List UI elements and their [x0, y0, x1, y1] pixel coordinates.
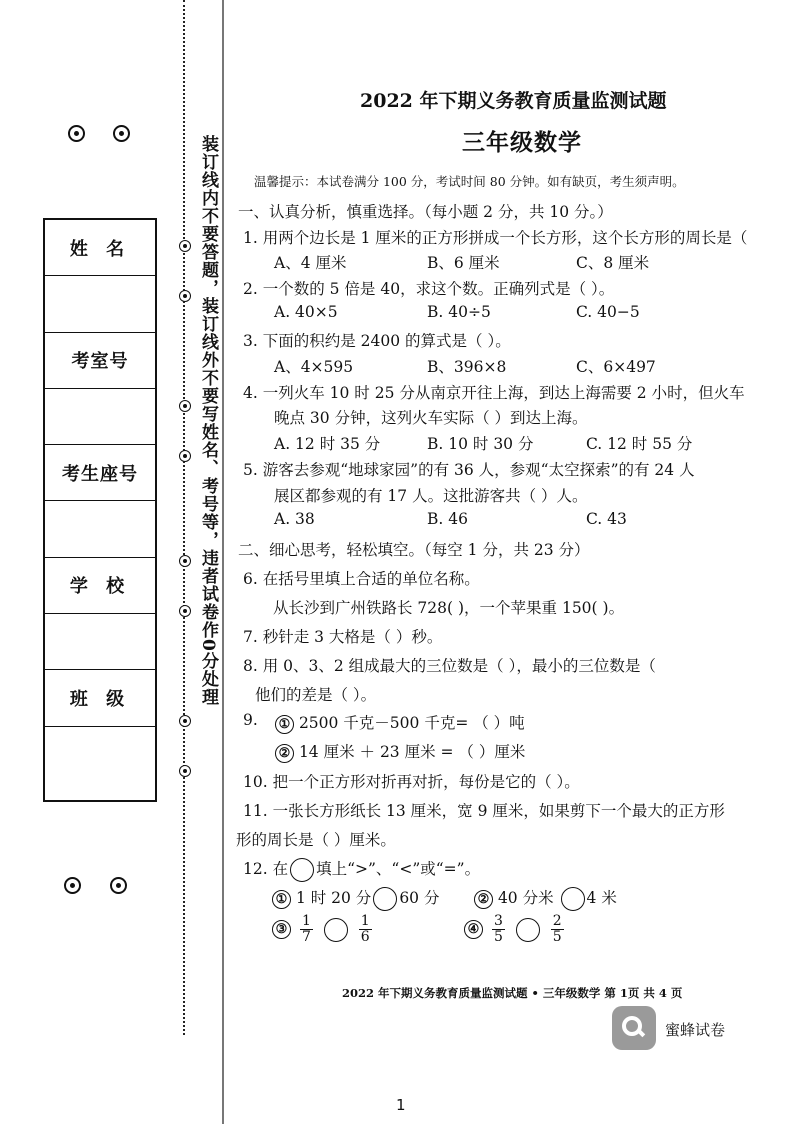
q12-2-right: 4 米	[586, 889, 617, 907]
question-9-item-1	[275, 711, 525, 734]
exam-title: 2022 年下期义务教育质量监测试题	[360, 90, 667, 112]
binding-ring	[179, 555, 191, 567]
q2-option-a: A. 40×5	[274, 303, 338, 321]
punch-hole-icon	[110, 877, 127, 894]
question-2: 2. 一个数的 5 倍是 40，求这个数。正确列式是（ ）。	[243, 280, 615, 298]
question-10: 10. 把一个正方形对折再对折，每份是它的（ ）。	[243, 773, 580, 791]
question-5-line2: 展区都参观的有 17 人。这批游客共（ ）人。	[274, 487, 588, 505]
question-8: 8. 用 0、3、2 组成最大的三位数是（ ），最小的三位数是（	[243, 657, 656, 675]
name-label: 姓 名	[45, 220, 155, 276]
q12-item-4	[464, 914, 568, 945]
punch-hole-icon	[68, 125, 85, 142]
q12-item-1	[272, 886, 439, 911]
fraction-two-fifths: $\frac{2}{5}$	[552, 913, 562, 945]
compare-circle-blank[interactable]	[373, 887, 397, 911]
q2-option-b: B. 40÷5	[427, 303, 491, 321]
binding-ring	[179, 400, 191, 412]
question-8-line2: 他们的差是（ ）。	[255, 686, 377, 704]
circled-number: ①	[272, 890, 291, 909]
question-7: 7. 秒针走 3 大格是（ ）秒。	[243, 628, 443, 646]
class-label: 班 级	[45, 670, 155, 726]
compare-circle-blank[interactable]	[324, 918, 348, 942]
q12-suffix: 填上“>”、“<”或“=”。	[316, 860, 481, 878]
q12-1-right: 60 分	[399, 889, 440, 907]
binding-ring	[179, 765, 191, 777]
q9-2-text: 14 厘米 ＋ 23 厘米 = （ ）厘米	[298, 743, 526, 761]
q1-option-c: C、8 厘米	[576, 254, 650, 272]
binding-ring	[179, 715, 191, 727]
question-1: 1. 用两个边长是 1 厘米的正方形拼成一个长方形，这个长方形的周长是（	[243, 229, 748, 247]
q12-prefix: 12. 在	[243, 860, 289, 878]
binding-ring	[179, 240, 191, 252]
q9-1-text: 2500 千克－500 千克= （ ）吨	[298, 714, 525, 732]
dotted-binding-line	[183, 0, 185, 1035]
circled-number: ①	[275, 715, 294, 734]
q1-option-b: B、6 厘米	[427, 254, 500, 272]
seat-number-label: 考生座号	[45, 445, 155, 501]
binding-ring	[179, 290, 191, 302]
question-11: 11. 一张长方形纸长 13 厘米，宽 9 厘米，如果剪下一个最大的正方形	[243, 802, 725, 820]
compare-circle-blank[interactable]	[516, 918, 540, 942]
punch-hole-icon	[113, 125, 130, 142]
circled-number: ②	[275, 744, 294, 763]
section-2-heading: 二、细心思考，轻松填空。（每空 1 分，共 23 分）	[238, 541, 590, 559]
q4-option-c: C. 12 时 55 分	[586, 435, 693, 453]
section-1-heading: 一、认真分析，慎重选择。（每小题 2 分，共 10 分。）	[238, 203, 613, 221]
binding-ring	[179, 450, 191, 462]
question-9-label: 9.	[243, 711, 258, 729]
q3-option-c: C、6×497	[576, 358, 656, 376]
binding-ring	[179, 605, 191, 617]
question-5: 5. 游客去参观“地球家园”的有 36 人，参观“太空探索”的有 24 人	[243, 461, 695, 479]
q4-option-b: B. 10 时 30 分	[427, 435, 534, 453]
fraction-three-fifths: $\frac{3}{5}$	[493, 913, 503, 945]
punch-hole-icon	[64, 877, 81, 894]
page-footer: 2022 年下期义务教育质量监测试题 • 三年级数学 第 1页 共 4 页	[342, 986, 683, 1000]
q5-option-a: A. 38	[274, 510, 315, 528]
student-info-table	[43, 218, 157, 802]
page-number: 1	[396, 1096, 406, 1114]
q5-option-b: B. 46	[427, 510, 468, 528]
q4-option-a: A. 12 时 35 分	[274, 435, 381, 453]
question-6: 6. 在括号里填上合适的单位名称。	[243, 570, 480, 588]
circled-number: ②	[474, 890, 493, 909]
q12-1-left: 1 时 20 分	[295, 889, 372, 907]
binding-warning: 装订线内不要答题，装订线外不要写姓名、考号等，违者试卷作0分处理	[198, 135, 218, 706]
q12-2-left: 40 分米	[497, 889, 554, 907]
class-field[interactable]	[45, 727, 155, 783]
school-field[interactable]	[45, 614, 155, 670]
name-field[interactable]	[45, 276, 155, 332]
fraction-one-seventh: $\frac{1}{7}$	[301, 913, 311, 945]
exam-subtitle: 三年级数学	[462, 129, 582, 156]
circled-number: ③	[272, 920, 291, 939]
question-12	[243, 857, 480, 882]
question-3: 3. 下面的积约是 2400 的算式是（ ）。	[243, 332, 511, 350]
question-11-line2: 形的周长是（ ）厘米。	[236, 831, 396, 849]
question-9-item-2	[275, 740, 525, 763]
exam-room-label: 考室号	[45, 333, 155, 389]
q5-option-c: C. 43	[586, 510, 627, 528]
compare-circle-blank[interactable]	[561, 887, 585, 911]
circled-number: ④	[464, 920, 483, 939]
q12-item-3	[272, 914, 376, 945]
question-4-line2: 晚点 30 分钟，这列火车实际（ ）到达上海。	[274, 409, 588, 427]
school-label: 学 校	[45, 558, 155, 614]
seat-number-field[interactable]	[45, 501, 155, 557]
exam-notice: 温馨提示：本试卷满分 100 分，考试时间 80 分钟。如有缺页，考生须声明。	[254, 174, 685, 189]
exam-room-field[interactable]	[45, 389, 155, 445]
question-6-line2: 从长沙到广州铁路长 728( )，一个苹果重 150( )。	[273, 599, 625, 617]
q12-item-2	[474, 886, 617, 911]
brand-name: 蜜蜂试卷	[665, 1021, 726, 1039]
fraction-one-sixth: $\frac{1}{6}$	[360, 913, 370, 945]
q3-option-a: A、4×595	[274, 358, 354, 376]
page-binding-line	[222, 0, 224, 1124]
q1-option-a: A、4 厘米	[274, 254, 347, 272]
bee-exam-logo-icon	[612, 1006, 656, 1050]
compare-circle-icon	[290, 858, 314, 882]
question-4: 4. 一列火车 10 时 25 分从南京开往上海，到达上海需要 2 小时，但火车	[243, 384, 745, 402]
q2-option-c: C. 40−5	[576, 303, 640, 321]
q3-option-b: B、396×8	[427, 358, 507, 376]
